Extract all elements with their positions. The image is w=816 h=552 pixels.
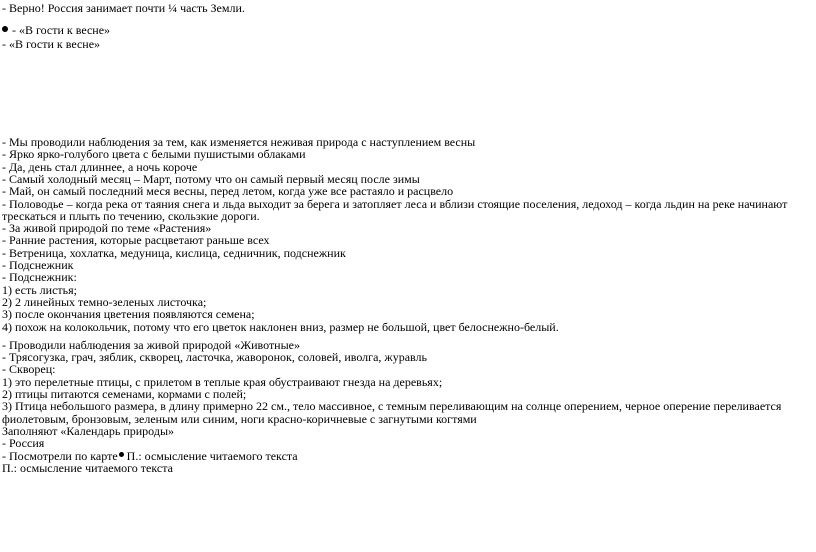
line-looked-at-map bbox=[2, 450, 298, 462]
starling-item-2: 2) птицы питаются семенами, кормами с полей; bbox=[2, 387, 247, 401]
list-item-4: 4) похож на колокольчик, потому что его цветок наклонен вниз, размер не большой, цвет белоснежно-белый. bbox=[2, 319, 559, 334]
starling-item-3-continued: фиолетовым, бронзовым, зеленым или синим, ноги красно-коричневые с загнутыми когтями bbox=[2, 411, 477, 426]
line-flood: - Половодье – когда река от таяния снега и льда выходит за берега и затопляет леса и вблизи стоящие поселения, ледоход – когда льдин на реке начинают bbox=[2, 196, 788, 211]
line-snowdrop: - Подснежник bbox=[2, 258, 74, 272]
line-starling-heading: - Скворец: bbox=[2, 362, 56, 377]
starling-item-1: 1) это перелетные птицы, с прилетом в теплые края обустраивают гнезда на деревьях; bbox=[2, 374, 443, 389]
line-reading-comprehension: П.: осмысление читаемого текста bbox=[2, 460, 173, 475]
line-snowdrop-heading: - Подснежник: bbox=[2, 270, 77, 285]
list-item-3: 3) после окончания цветения появляются семена; bbox=[2, 307, 255, 322]
line-bird-list: - Трясогузка, грач, зяблик, скворец, ласточка, жаворонок, соловей, иволга, журавль bbox=[2, 350, 427, 365]
line-plants-topic: - За живой природой по теме «Растения» bbox=[2, 221, 212, 236]
answer-russia-quarter: - Верно! Россия занимает почти ¼ часть Земли. bbox=[2, 1, 245, 15]
line-plant-list: - Ветреница, хохлатка, медуница, кислица, седничник, подснежник bbox=[2, 245, 346, 260]
line-flood-continued: трескаться и плыть по течению, скользкие дороги. bbox=[2, 208, 260, 223]
line-russia: - Россия bbox=[2, 436, 45, 451]
starling-item-3: 3) Птица небольшого размера, в длину примерно 22 см., тело массивное, с темным переливающим на солнце оперением, черное оперение переливается bbox=[2, 399, 782, 414]
line-spring-visit: - «В гости к весне» bbox=[2, 37, 101, 51]
line-nature-calendar: Заполняют «Календарь природы» bbox=[2, 423, 175, 438]
line-early-plants: - Ранние растения, которые расцветают раньше всех bbox=[2, 233, 270, 248]
list-item-1: 1) есть листья; bbox=[2, 282, 77, 297]
line-text: П.: осмысление читаемого текста bbox=[126, 448, 298, 463]
bullet-icon bbox=[119, 452, 124, 457]
line-observations-nonliving: - Мы проводили наблюдения за тем, как изменяется неживая природа с наступлением весны bbox=[2, 135, 476, 149]
line-animals-topic: - Проводили наблюдения за живой природой «Животные» bbox=[2, 337, 300, 352]
line-coldest-month: - Самый холодный месяц – Март, потому что он самый первый месяц после зимы bbox=[2, 171, 420, 186]
line-day-longer: - Да, день стал длиннее, а ночь короче bbox=[2, 159, 198, 174]
bullet-icon bbox=[2, 26, 8, 32]
list-item-2: 2) 2 линейных темно-зеленых листочка; bbox=[2, 294, 207, 309]
line-sky-color: - Ярко ярко-голубого цвета с белыми пушистыми облаками bbox=[2, 147, 306, 162]
bulleted-line-spring-visit bbox=[2, 24, 110, 36]
line-text: - «В гости к весне» bbox=[12, 23, 111, 37]
line-may: - Май, он самый последний меся весны, перед летом, когда уже все растаяло и расцвело bbox=[2, 184, 454, 199]
line-text: - Посмотрели по карте bbox=[2, 448, 118, 463]
